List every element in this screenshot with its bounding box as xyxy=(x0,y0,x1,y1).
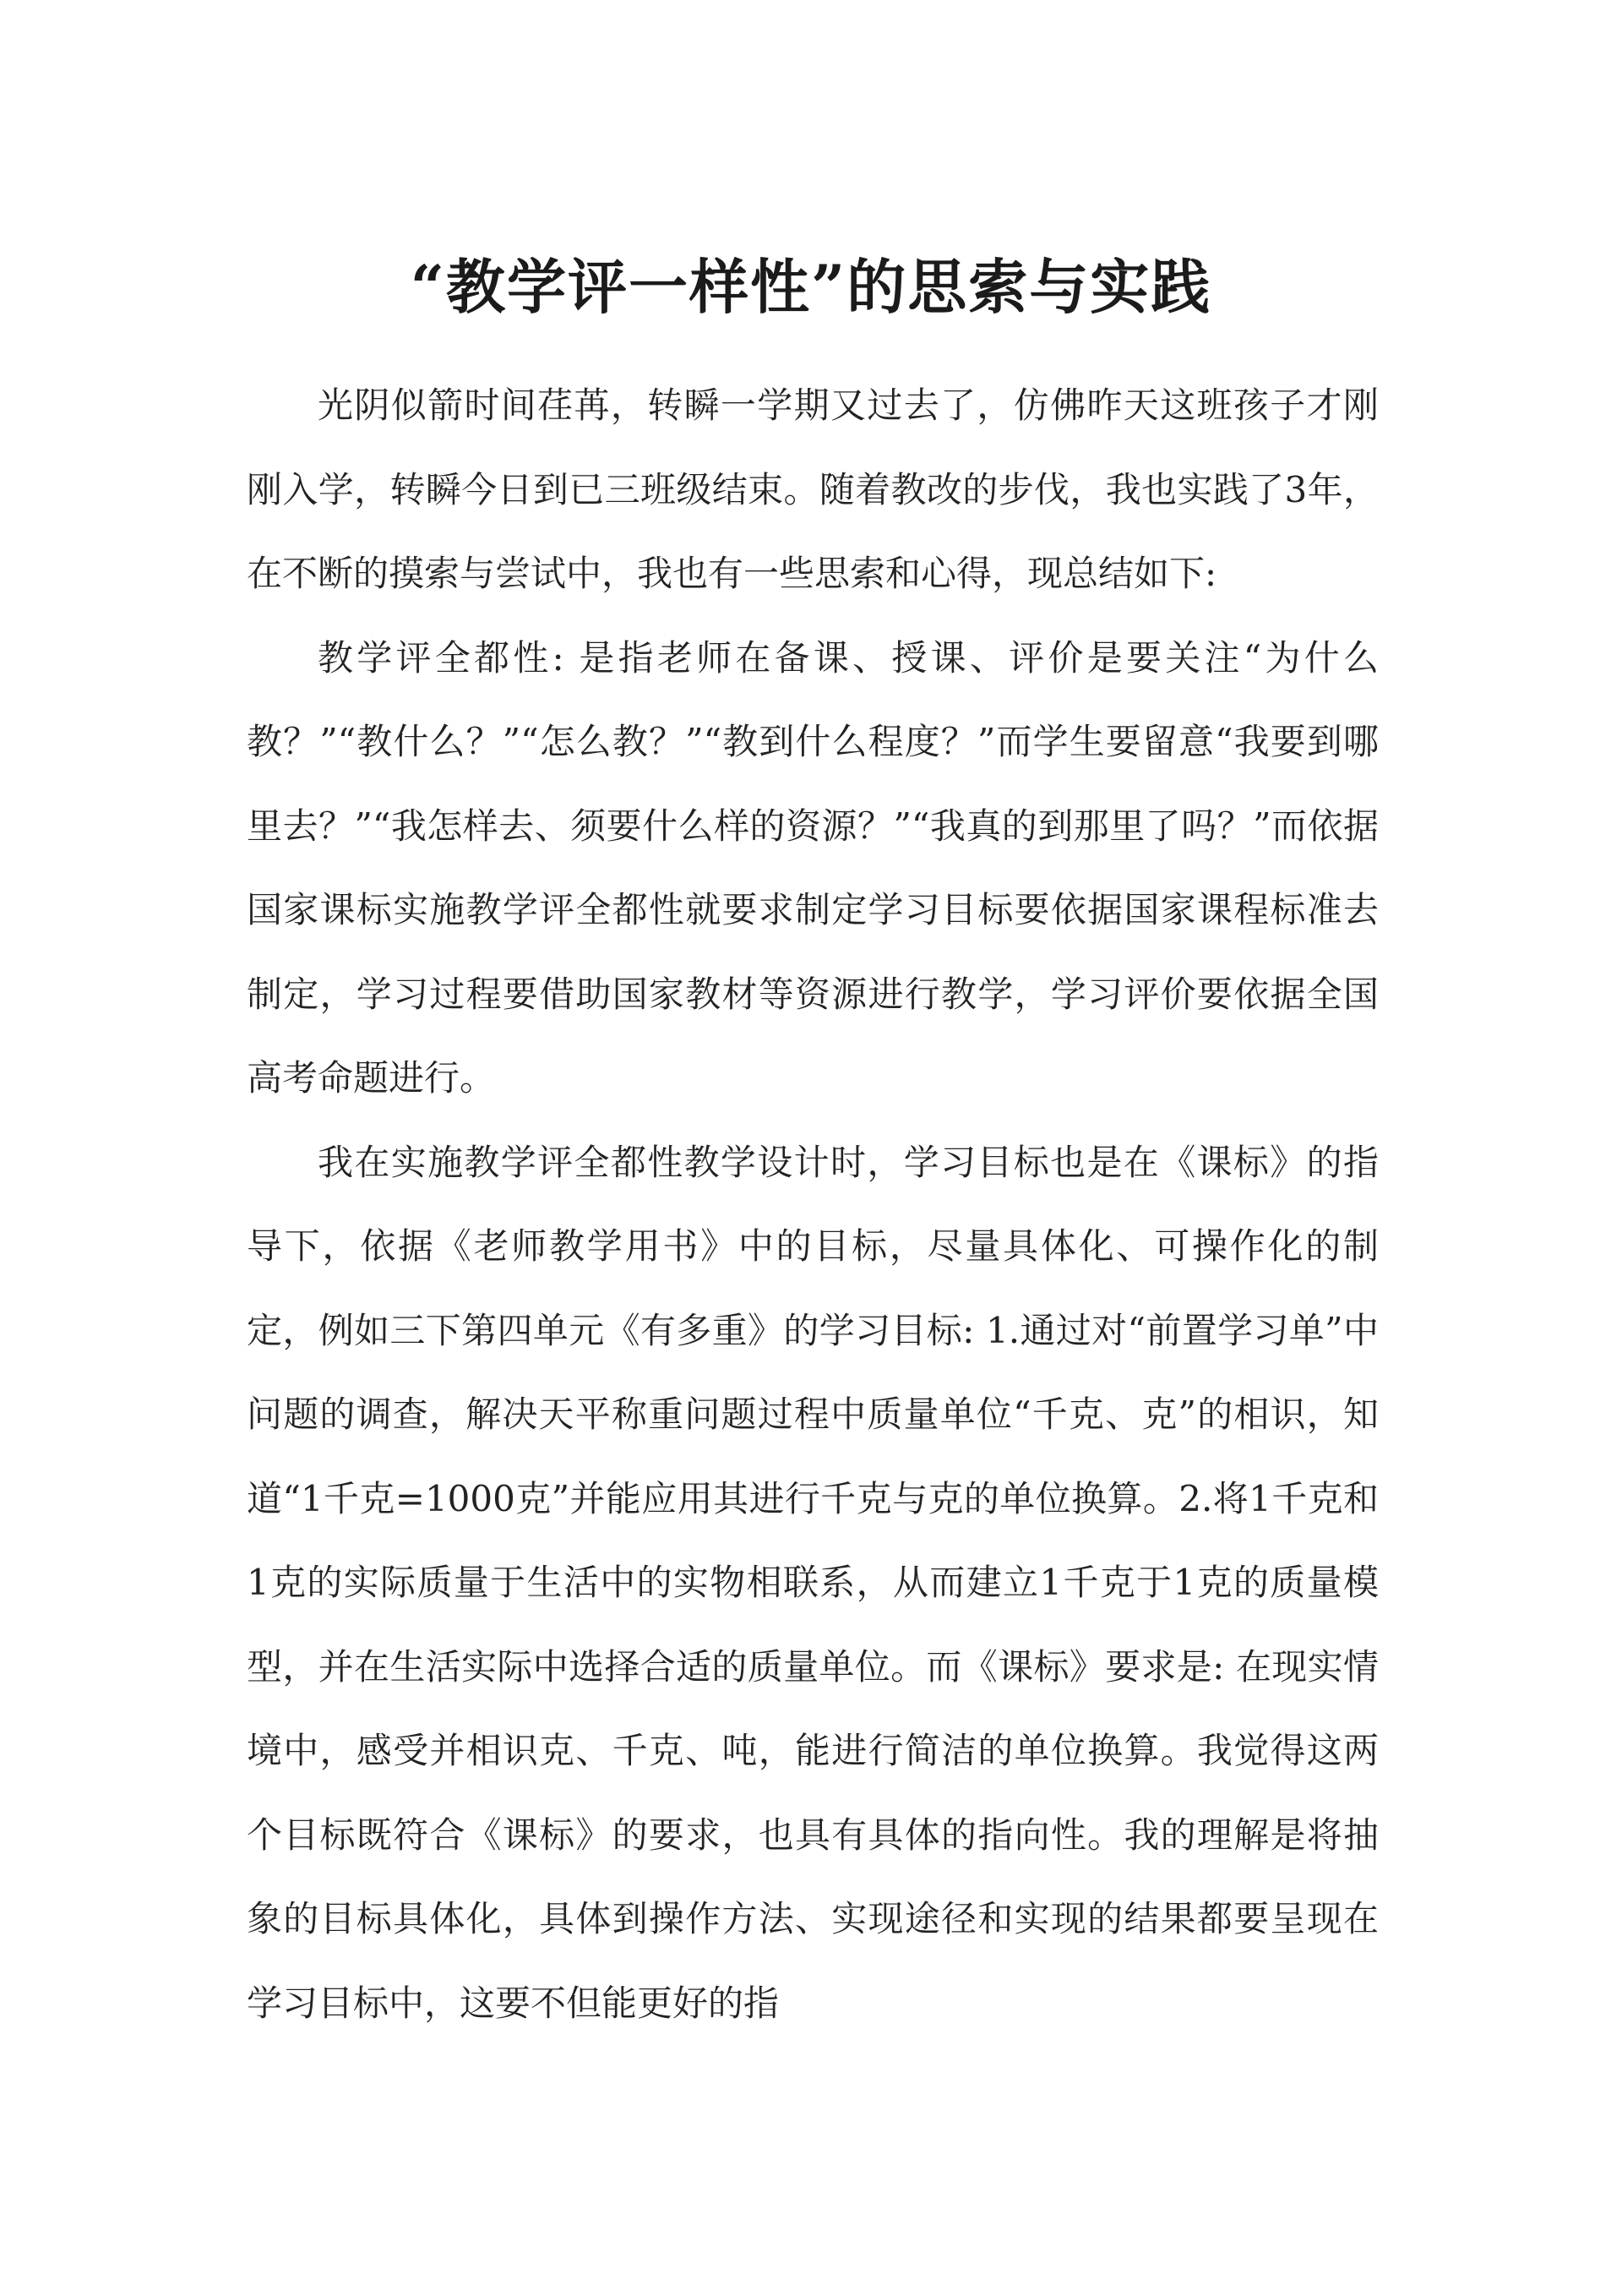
paragraph: 我在实施教学评全都性教学设计时，学习目标也是在《课标》的指导下，依据《老师教学用书》中的目标，尽量具体化、可操作化的制定，例如三下第四单元《有多重》的学习目标: 1.通过对“前置学习单”中问题的调查，解决天平称重问题过程中质量单位“千克、克”的相识，知道“1千克=1000克”并能应用其进行千克与克的单位换算。2.将1千克和1克的实际质量于生活中的实物相联系，从而建立1千克于1克的质量模型，并在生活实际中选择合适的质量单位。而《课标》要求是: 在现实情境中，感受并相识克、千克、吨，能进行简洁的单位换算。我觉得这两个目标既符合《课标》的要求，也具有具体的指向性。我的理解是将抽象的目标具体化，具体到操作方法、实现途径和实现的结果都要呈现在学习目标中，这要不但能更好的指 xyxy=(247,1141,1379,2024)
document-body xyxy=(247,363,1379,2045)
paragraph: 教学评全都性: 是指老师在备课、授课、评价是要关注“为什么教？”“教什么？”“怎么教？”“教到什么程度？”而学生要留意“我要到哪里去？”“我怎样去、须要什么样的资源？”“我真的到那里了吗？”而依据国家课标实施教学评全都性就要求制定学习目标要依据国家课程标准去制定，学习过程要借助国家教材等资源进行教学，学习评价要依据全国高考命题进行。 xyxy=(247,636,1379,1099)
document-title: “教学评一样性”的思索与实践 xyxy=(410,252,1212,322)
paragraph: 光阴似箭时间荏苒，转瞬一学期又过去了，仿佛昨天这班孩子才刚刚入学，转瞬今日到已三班级结束。随着教改的步伐，我也实践了3年，在不断的摸索与尝试中，我也有一些思索和心得，现总结如下: xyxy=(247,384,1379,594)
